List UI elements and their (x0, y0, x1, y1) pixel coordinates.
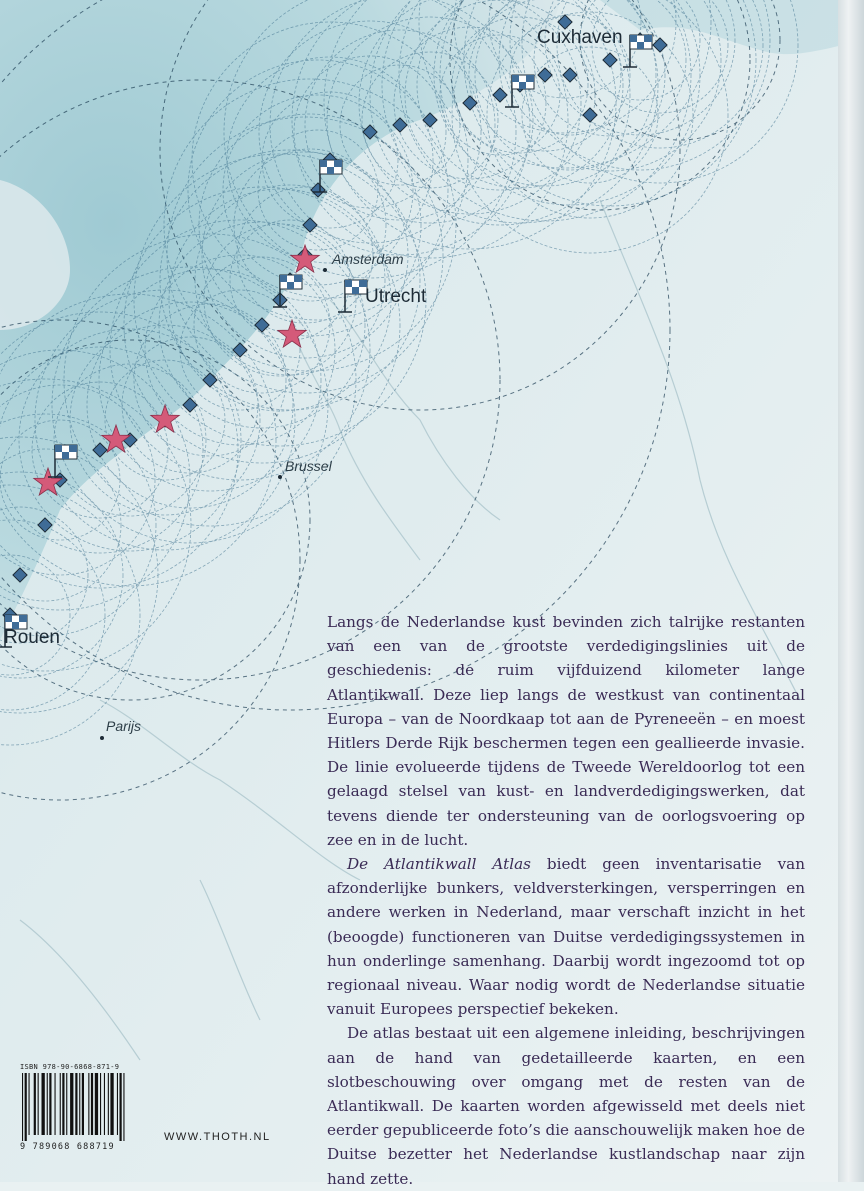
barcode-digits: 9 789068 688719 (20, 1142, 115, 1152)
book-title: De Atlantikwall Atlas (347, 855, 531, 874)
barcode-block (20, 1063, 160, 1152)
label-rouen: Rouen (4, 627, 60, 648)
blurb-paragraph-3: De atlas bestaat uit een algemene inleiding, beschrijvingen aan de hand van gedetailleerde kaarten, en een slotbeschouwing over omgang met de resten van de Atlantikwall. De kaarten worden afgewisseld met deels niet eerder gepubliceerde foto’s die aanschouwelijk maken hoe de Duitse bezetter het Nederlandse kustlandschap naar zijn hand zette. (327, 1024, 805, 1188)
label-cuxhaven: Cuxhaven (537, 27, 623, 48)
amsterdam-dot (323, 268, 327, 272)
label-brussel: Brussel (285, 458, 332, 474)
label-amsterdam: Amsterdam (332, 251, 404, 267)
book-spine-edge (838, 0, 864, 1182)
isbn-number: ISBN 978-90-6868-871-9 (20, 1063, 120, 1071)
brussel-dot (278, 475, 282, 479)
back-cover-text (327, 610, 805, 1191)
blurb-paragraph-1: Langs de Nederlandse kust bevinden zich talrijke restanten van een van de grootste verdedigingslinies uit de geschiedenis: de ruim vijfduizend kilometer lange Atlantikwall. Deze liep langs de westkust van continentaal Europa – van de Noordkaap tot aan de Pyreneeën – en moest Hitlers Derde Rijk beschermen tegen een geallieerde invasie. De linie evolueerde tijdens de Tweede Wereldoorlog tot een gelaagd stelsel van kust- en landverdedigingswerken, dat tevens diende ter ondersteuning van de oorlogsvoering op zee en in de lucht. (327, 613, 805, 849)
label-utrecht: Utrecht (365, 286, 427, 307)
blurb-paragraph-2 (327, 852, 805, 1021)
label-parijs: Parijs (106, 718, 142, 734)
barcode-icon (20, 1073, 158, 1141)
parijs-dot (100, 736, 104, 740)
blurb-paragraph-2-text: biedt geen inventarisatie van afzonderlijke bunkers, veldversterkingen, versperringen en andere werken in Nederland, maar verschaft inzicht in het (beoogde) functioneren van Duitse verdedigingssystemen in hun onderlinge samenhang. Daarbij wordt ingezoomd tot op regionaal niveau. Waar nodig wordt de Nederlandse situatie vanuit Europees perspectief bekeken. (327, 855, 805, 1019)
publisher-website: WWW.THOTH.NL (164, 1131, 271, 1143)
